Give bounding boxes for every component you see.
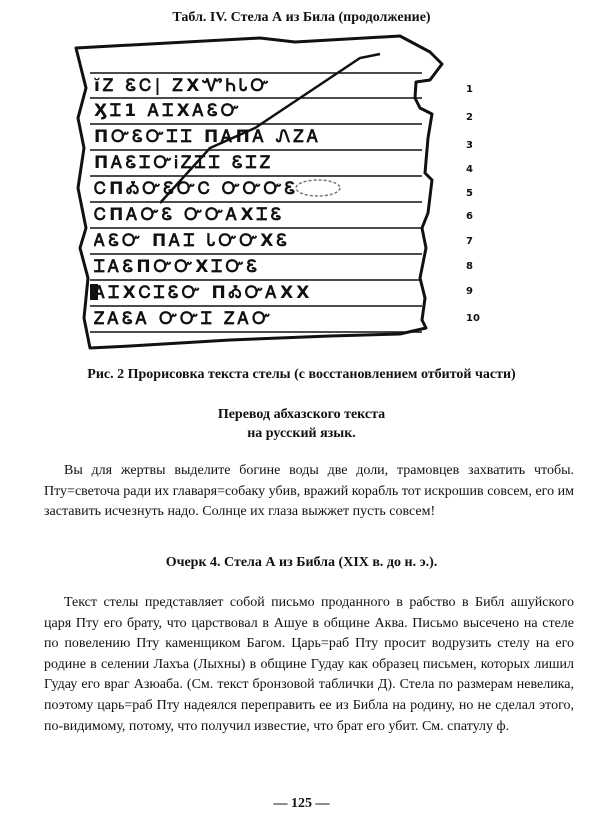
- glyph-line-3: ПᏅᏋᏅᏆᏆ ПᎪПᎪ ᏁᏃᎪ: [94, 127, 322, 147]
- essay-heading: Очерк 4. Стела А из Библа (XIX в. до н. э.).: [165, 555, 438, 570]
- glyph-line-8: ᏆᎪᏋПᏅᏅXᏆᏅᏋ: [94, 257, 261, 277]
- page-number: — 125 —: [273, 796, 330, 811]
- glyph-line-7: ᎪᏋᏅ ПᎪᏆ ᏓᏅᏅXᏋ: [94, 231, 291, 251]
- stele-drawing: [70, 28, 510, 358]
- line-number-7: 7: [466, 236, 473, 247]
- table-title: Табл. IV. Стела А из Била (продолжение): [172, 10, 431, 25]
- essay-paragraph: Текст стелы представляет собой письмо проданного в рабство в Библ ашуйского царя Пту его брату, что царствовал в Ашуе в общине Аква. Письмо высечено на стеле по повелению Пту каменщиком Багом. Царь=раб Пту просит водрузить стелу на его родине в селении Лахъа (Лыхны) в общине Гудау как образец письмен, которых лишил Гудау его враг Азюаба. (См. текст бронзовой таблички Д). Стела по размерам невелика, поэтому царь=раб Пту надеялся переправить ее из Библа на родину, но не сделал этого, по-видимому, потому, что получил известие, что брат его убит. См. спатулу ф.: [44, 595, 574, 734]
- glyph-line-6: ᏟПᎪᏅᏋ ᏅᏅᎪXᏆᏋ: [94, 205, 285, 225]
- line-number-6: 6: [466, 211, 473, 222]
- translation-heading-line-2: на русский язык.: [247, 426, 356, 441]
- glyph-line-10: ᏃᎪᏋᎪ ᏅᏅᏆ ᏃᎪᏅ: [94, 309, 274, 329]
- line-number-5: 5: [466, 188, 473, 199]
- glyph-line-5: ᏟПᎣᏅᏋᏅᏟ ᏅᏅᏅᏋ: [94, 179, 299, 199]
- glyph-line-4: ПᎪᏋᏆᏅᎥᏃᏆᏆ ᏋᏆᏃ: [94, 153, 274, 173]
- glyph-line-2: ӼᏆ1 ᎪᏆXᎪᏋᏅ: [94, 101, 242, 121]
- line-number-1: 1: [466, 84, 473, 95]
- line-number-4: 4: [466, 164, 473, 175]
- line-number-3: 3: [466, 140, 473, 151]
- line-number-10: 10: [466, 313, 480, 324]
- glyph-line-9: ᎪᏆXᏟᏆᏋᏅ ПᎣᏅᎪXX: [94, 283, 313, 303]
- line-number-8: 8: [466, 261, 473, 272]
- figure-caption: Рис. 2 Прорисовка текста стелы (с восстановлением отбитой части): [87, 367, 516, 382]
- line-number-9: 9: [466, 286, 473, 297]
- translation-paragraph: Вы для жертвы выделите богине воды две доли, трамовцев захватить чтобы. Пту=светоча ради их главаря=собаку убив, вражий корабль тот искрошив совсем, его им заставить исчезнуть надо. Солнце их глаза выжжет пусть совсем!: [44, 463, 574, 519]
- translation-heading-line-1: Перевод абхазского текста: [217, 407, 386, 422]
- translation-heading: [0, 405, 603, 443]
- line-number-2: 2: [466, 112, 473, 123]
- glyph-line-1: ĭᏃ ᏋᏟ| ᏃXᏉᏂᏓᏅ: [94, 76, 272, 96]
